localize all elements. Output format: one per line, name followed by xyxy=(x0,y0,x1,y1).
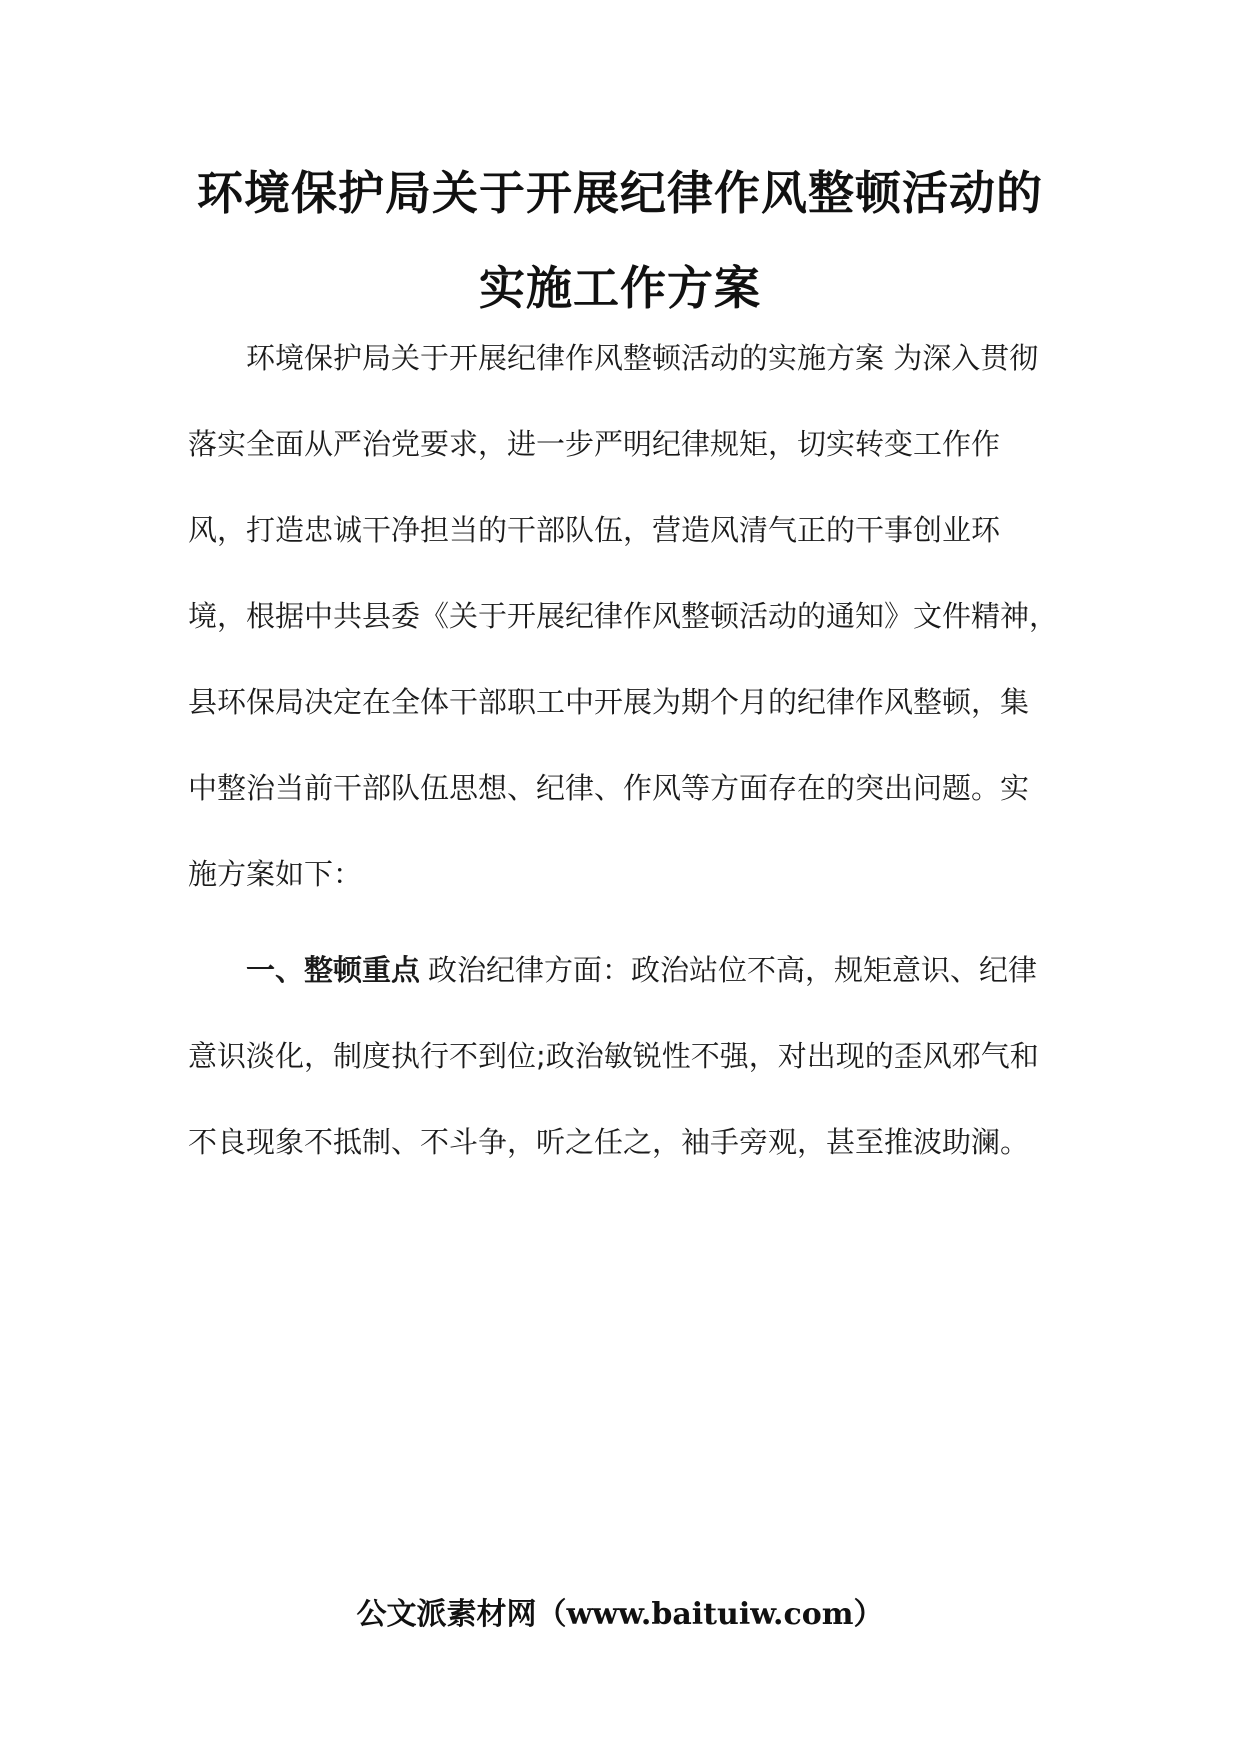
paragraph-1-line-2: 落实全面从严治党要求，进一步严明纪律规矩，切实转变工作作 xyxy=(188,427,1001,461)
paragraph-1-line-7: 施方案如下： xyxy=(188,857,363,891)
document-title-line-2: 实施工作方案 xyxy=(479,261,761,315)
paragraph-1-line-4: 境，根据中共县委《关于开展纪律作风整顿活动的通知》文件精神， xyxy=(188,599,1059,633)
paragraph-2-line-2: 意识淡化，制度执行不到位;政治敏锐性不强，对出现的歪风邪气和 xyxy=(188,1039,1039,1073)
paragraph-2-line-1 xyxy=(246,950,1037,990)
paragraph-2-line-3: 不良现象不抵制、不斗争，听之任之，袖手旁观，甚至推波助澜。 xyxy=(188,1125,1030,1159)
footer-watermark: 公文派素材网（www.baituiw.com） xyxy=(356,1597,884,1632)
paragraph-1-line-5: 县环保局决定在全体干部职工中开展为期个月的纪律作风整顿，集 xyxy=(188,685,1030,719)
paragraph-2-line-1-text: 政治纪律方面：政治站位不高，规矩意识、纪律 xyxy=(428,953,1038,987)
section-1-heading: 一、整顿重点 xyxy=(246,953,421,987)
paragraph-1-line-1: 环境保护局关于开展纪律作风整顿活动的实施方案 为深入贯彻 xyxy=(246,341,1039,375)
document-title-line-1: 环境保护局关于开展纪律作风整顿活动的 xyxy=(197,166,1043,220)
paragraph-1-line-6: 中整治当前干部队伍思想、纪律、作风等方面存在的突出问题。实 xyxy=(188,771,1030,805)
paragraph-1-line-3: 风，打造忠诚干净担当的干部队伍，营造风清气正的干事创业环 xyxy=(188,513,1001,547)
